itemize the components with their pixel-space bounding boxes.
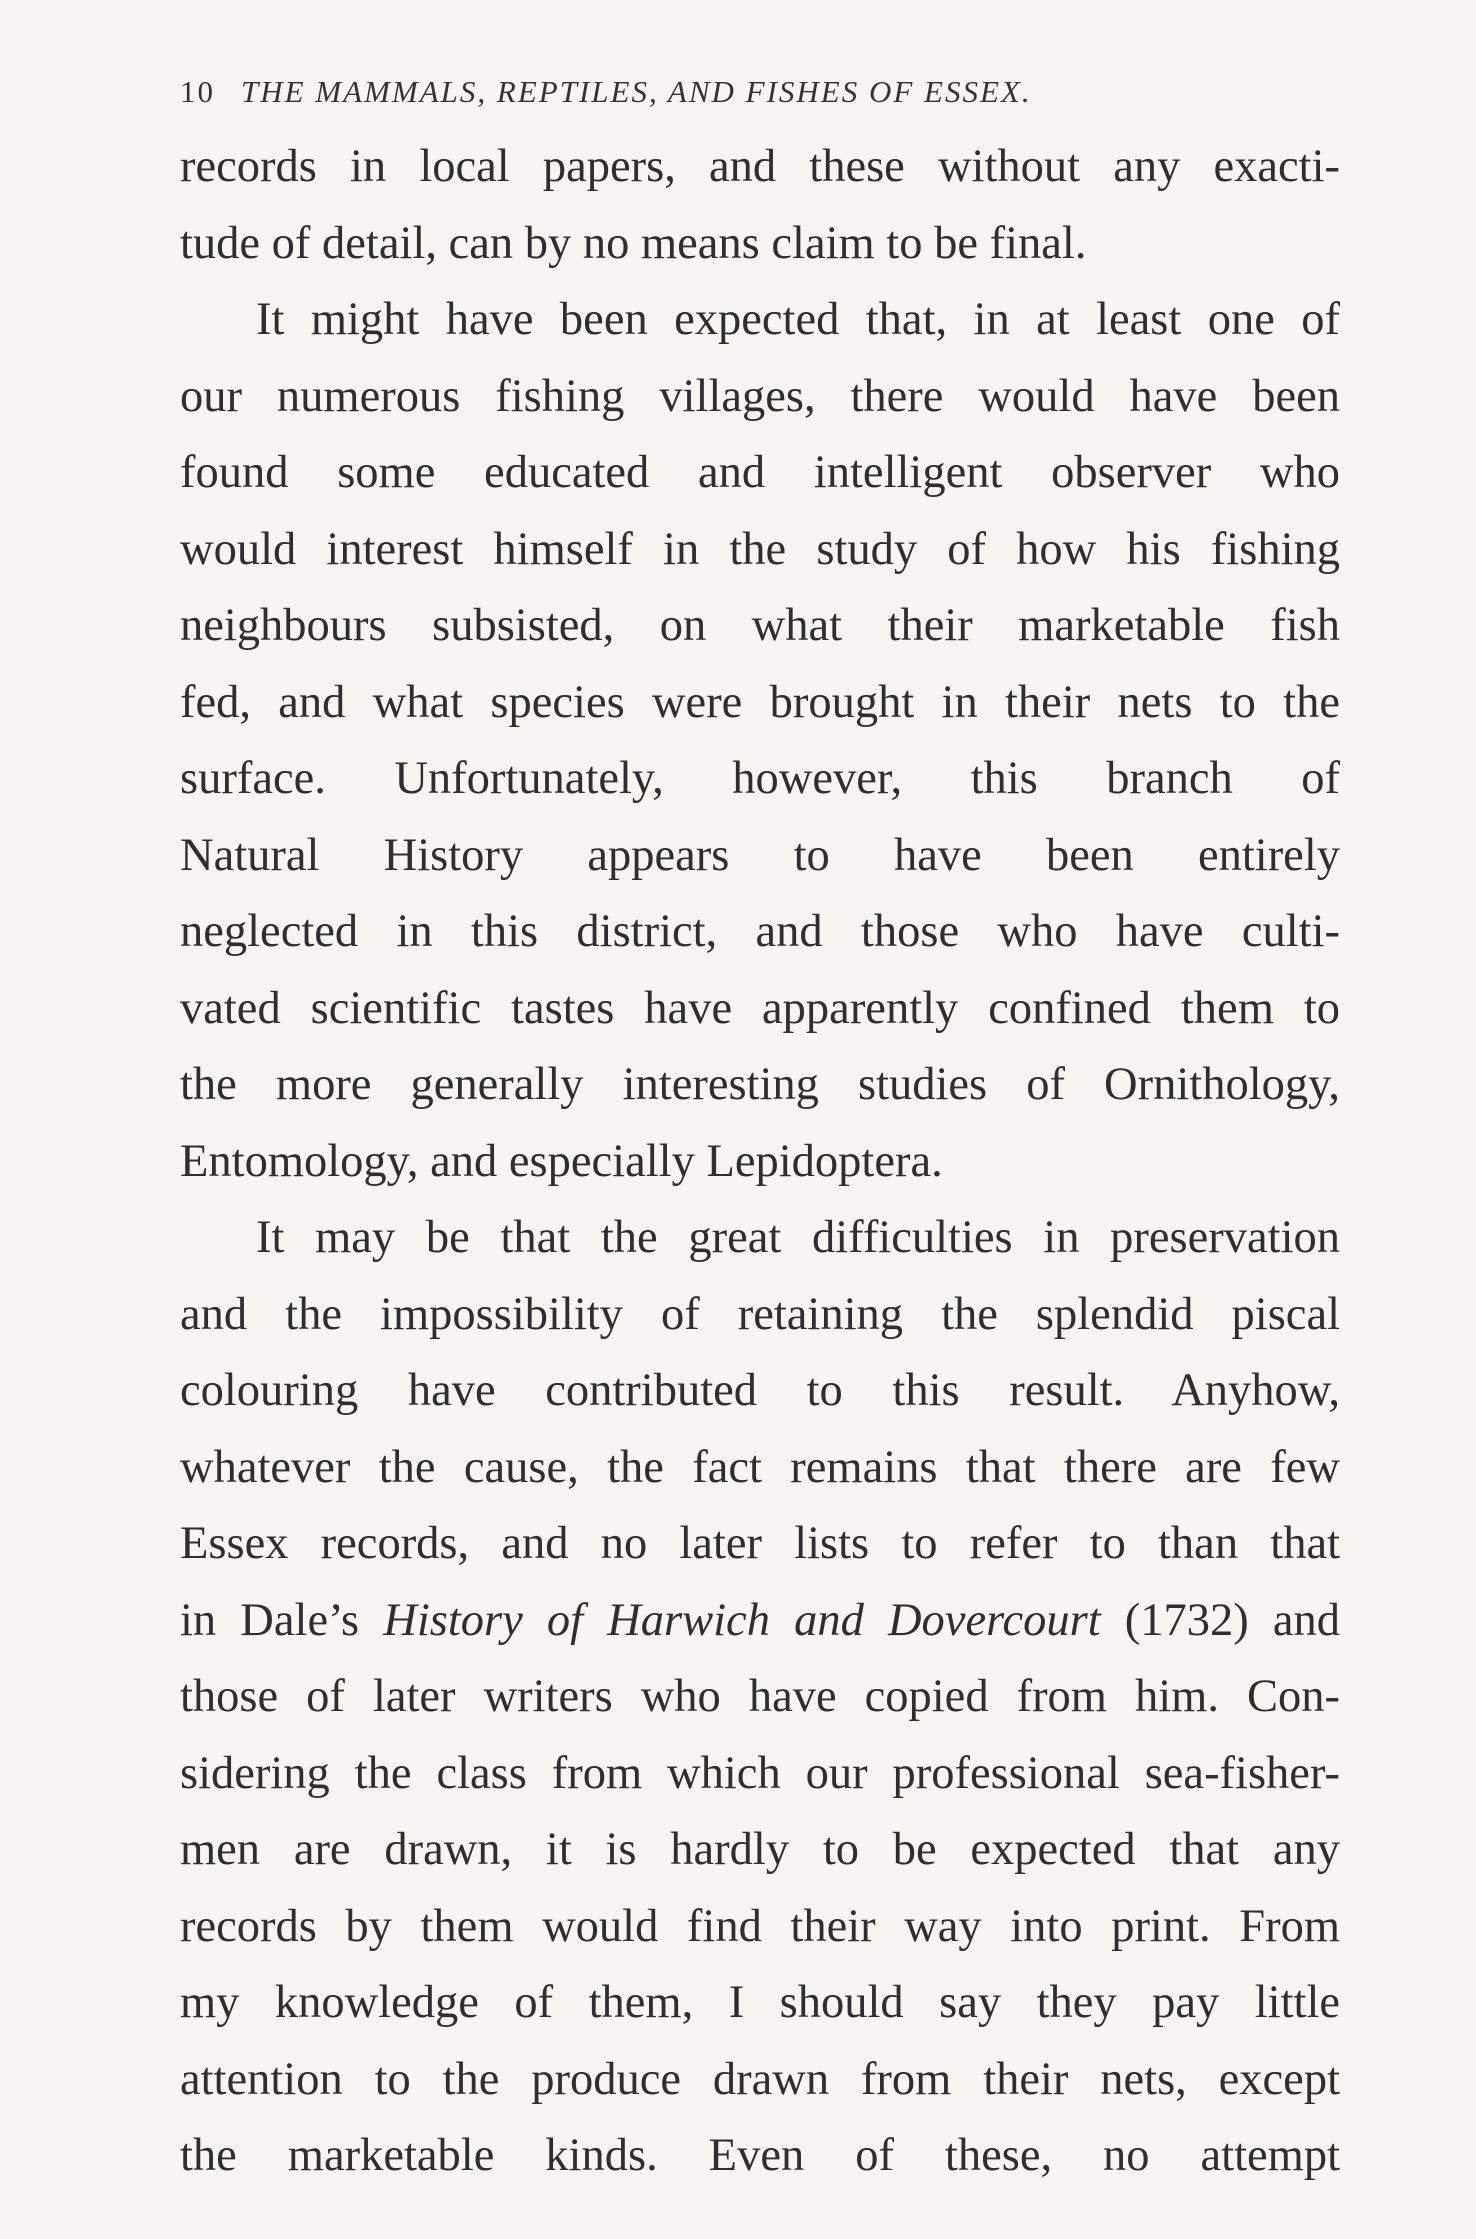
paragraph-start-line: It might have been expected that, in at least one of	[256, 294, 1340, 345]
text-line: Essex records, and no later lists to refer to than that	[180, 1518, 1340, 1569]
text-line: neighbours subsisted, on what their marketable fish	[180, 600, 1340, 651]
text-line-with-italic-title	[180, 1586, 1340, 1656]
text-line: colouring have contributed to this result. Anyhow,	[180, 1365, 1340, 1416]
text-line: my knowledge of them, I should say they pay little	[180, 1977, 1340, 2028]
running-title: THE MAMMALS, REPTILES, AND FISHES OF ESSEX.	[241, 74, 1032, 109]
text-line: tude of detail, can by no means claim to be final.	[180, 217, 1087, 269]
text-line: surface. Unfortunately, however, this branch of	[180, 753, 1340, 804]
text-line: whatever the cause, the fact remains that there are few	[180, 1441, 1340, 1493]
text-line: vated scientific tastes have apparently confined them to	[180, 982, 1340, 1034]
text-line: neglected in this district, and those who have culti-	[180, 906, 1340, 957]
text-line: sidering the class from which our professional sea-fisher-	[180, 1747, 1340, 1799]
line-text-before: in Dale’s	[180, 1594, 384, 1646]
text-line: Natural History appears to have been entirely	[180, 829, 1340, 881]
text-line: records by them would find their way into print. From	[180, 1900, 1340, 1952]
line-text-after: (1732) and	[1100, 1594, 1340, 1646]
book-title-italic: History of Harwich and Dovercourt	[383, 1594, 1101, 1646]
text-line: Entomology, and especially Lepidoptera.	[180, 1135, 943, 1187]
running-head	[180, 68, 1320, 116]
text-line: attention to the produce drawn from their nets, except	[180, 2053, 1340, 2105]
page-number: 10	[180, 74, 215, 109]
text-line: found some educated and intelligent observer who	[180, 447, 1340, 498]
text-line: the marketable kinds. Even of these, no attempt	[180, 2130, 1340, 2181]
text-line: and the impossibility of retaining the splendid piscal	[180, 1288, 1340, 1340]
text-line: records in local papers, and these without any exacti-	[180, 141, 1340, 192]
text-line: the more generally interesting studies of Ornithology,	[180, 1059, 1340, 1110]
text-line: would interest himself in the study of how his fishing	[180, 523, 1340, 575]
text-line: fed, and what species were brought in their nets to the	[180, 676, 1340, 728]
text-line: our numerous fishing villages, there would have been	[180, 370, 1340, 422]
text-line: those of later writers who have copied from him. Con-	[180, 1671, 1340, 1722]
text-line: men are drawn, it is hardly to be expected that any	[180, 1824, 1340, 1875]
paragraph-start-line: It may be that the great difficulties in preservation	[256, 1212, 1340, 1263]
